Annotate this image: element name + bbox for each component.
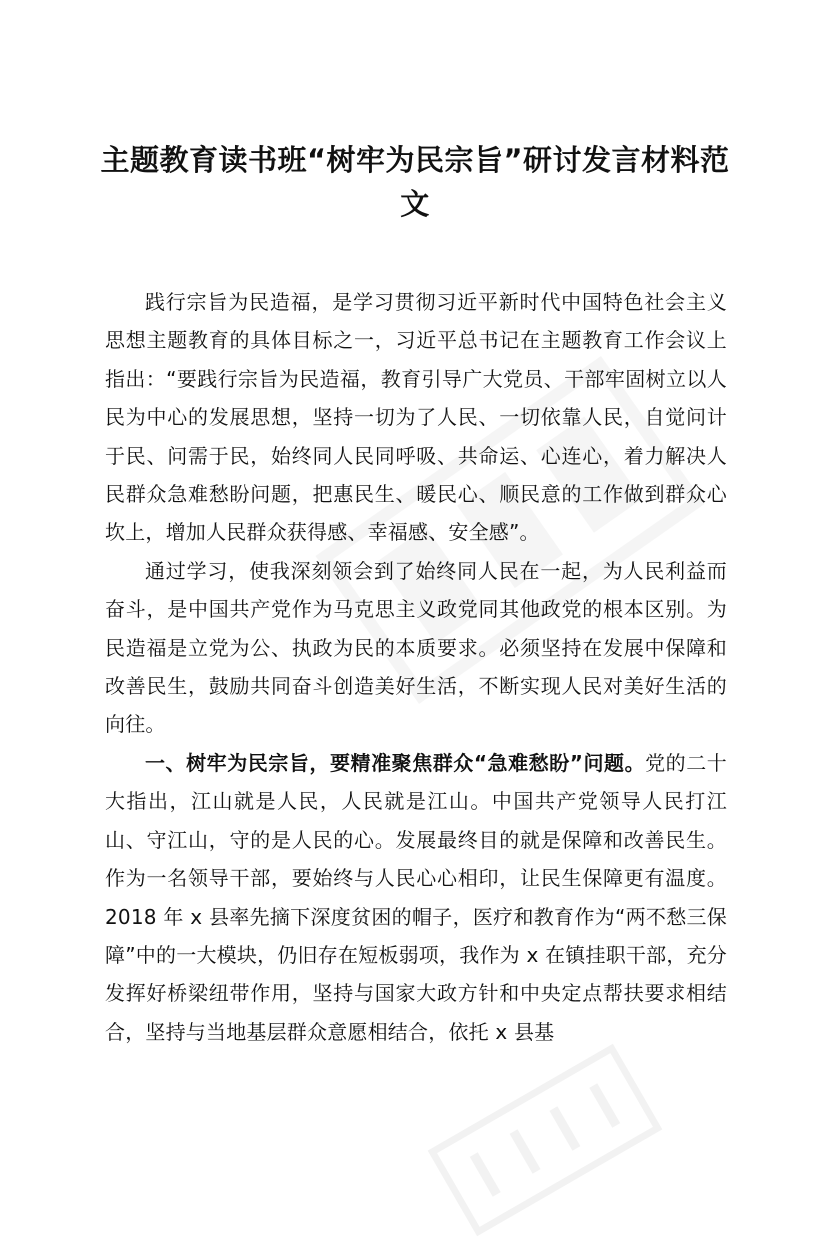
paragraph-3-text: 党的二十大指出，江山就是人民，人民就是江山。中国共产党领导人民打江山、守江山，守的是人民的心。发展最终目的就是保障和改善民生。作为一名领导干部，要始终与人民心心相印，让民生保障更有温度。2018 年 x 县率先摘下深度贫困的帽子，医疗和教育作为“两不愁三保障”中的一大模块，仍旧存在短板弱项，我作为 x 在镇挂职干部，充分发挥好桥梁纽带作用，坚持与国家大政方针和中央定点帮扶要求相结合，坚持与当地基层群众意愿相结合，依托 x 县基 (105, 750, 727, 1044)
paragraph-2 (105, 552, 727, 744)
section-heading-1: 一、树牢为民宗旨，要精准聚焦群众“急难愁盼”问题。 (145, 750, 646, 775)
page-title: 主题教育读书班“树牢为民宗旨”研讨发言材料范文 (100, 143, 730, 221)
paragraph-2-text: 通过学习，使我深刻领会到了始终同人民在一起，为人民利益而奋斗，是中国共产党作为马克思主义政党同其他政党的根本区别。为民造福是立党为公、执政为民的本质要求。必须坚持在发展中保障和改善民生，鼓励共同奋斗创造美好生活，不断实现人民对美好生活的向往。 (105, 558, 727, 737)
paragraph-1 (105, 283, 727, 552)
paragraph-3 (105, 744, 727, 1051)
document-body (105, 283, 727, 1051)
watermark-stamp-icon (415, 1031, 674, 1249)
paragraph-1-text: 践行宗旨为民造福，是学习贯彻习近平新时代中国特色社会主义思想主题教育的具体目标之一，习近平总书记在主题教育工作会议上指出：“要践行宗旨为民造福，教育引导广大党员、干部牢固树立以人民为中心的发展思想，坚持一切为了人民、一切依靠人民，自觉问计于民、问需于民，始终同人民同呼吸、共命运、心连心，着力解决人民群众急难愁盼问题，把惠民生、暖民心、顺民意的工作做到群众心坎上，增加人民群众获得感、幸福感、安全感”。 (105, 290, 727, 545)
